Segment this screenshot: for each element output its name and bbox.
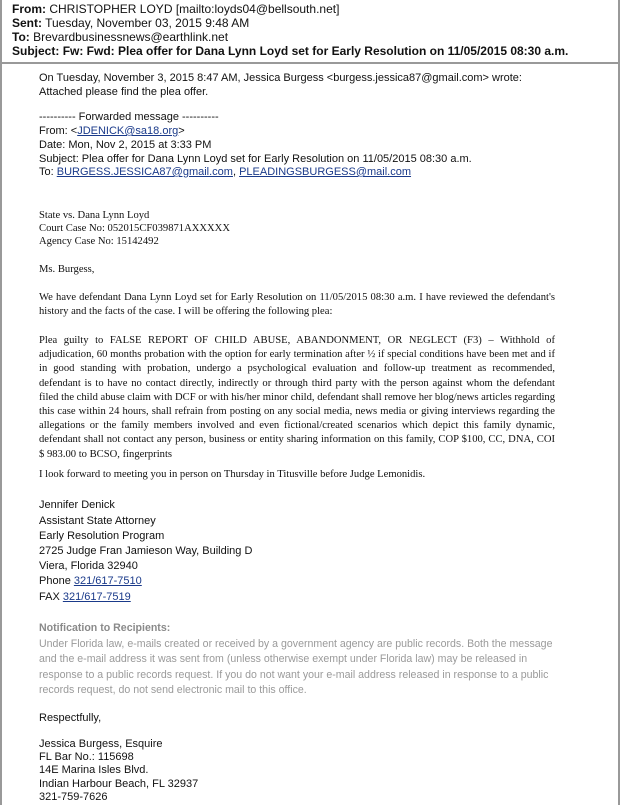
signature-title: Assistant State Attorney <box>39 515 156 527</box>
forward-date: Date: Mon, Nov 2, 2015 at 3:33 PM <box>39 139 212 151</box>
signature-street: 2725 Judge Fran Jamieson Way, Building D <box>39 545 253 557</box>
header-subject <box>12 44 568 58</box>
notification-body: Under Florida law, e-mails created or received by a government agency are public records. Both the message and the e-mail address it was sent from (unless otherwise exempt under Florida law) may be released in response to a public records request. If you do not want your e-mail address released in response to a public records request, do not send electronic mail to this office. <box>39 637 553 697</box>
paragraph-closing: I look forward to meeting you in person on Thursday in Titusville before Judge Lemonidis. <box>39 469 426 480</box>
forward-to <box>39 166 411 178</box>
sent-value: Tuesday, November 03, 2015 9:48 AM <box>45 16 250 30</box>
reply-on-line: On Tuesday, November 3, 2015 8:47 AM, Jessica Burgess <burgess.jessica87@gmail.com> wrote: <box>39 72 522 84</box>
forward-separator: ---------- Forwarded message ---------- <box>39 111 219 123</box>
forward-to-link-1[interactable]: BURGESS.JESSICA87@gmail.com <box>56 166 233 178</box>
forward-to-prefix: To: <box>39 166 57 178</box>
forward-from-suffix: > <box>178 125 185 137</box>
forward-from-prefix: From: < <box>39 125 78 137</box>
header-sent <box>12 16 249 30</box>
notification-block <box>39 621 569 699</box>
closing-street: 14E Marina Isles Blvd. <box>39 764 149 776</box>
subject-label: Subject: <box>12 44 60 58</box>
forward-from <box>39 125 185 137</box>
signature-name: Jennifer Denick <box>39 499 115 511</box>
signature-fax <box>39 591 131 603</box>
closing-city: Indian Harbour Beach, FL 32937 <box>39 778 199 790</box>
phone-link[interactable]: 321/617-7510 <box>73 575 142 587</box>
signature-phone <box>39 575 142 587</box>
sent-label: Sent: <box>12 16 42 30</box>
closing-phone: 321-759-7626 <box>39 791 108 803</box>
forward-from-link[interactable]: JDENICK@sa18.org <box>77 125 179 137</box>
closing-name: Jessica Burgess, Esquire <box>39 738 163 750</box>
subject-value: Fw: Fwd: Plea offer for Dana Lynn Loyd set for Early Resolution on 11/05/2015 08:30 a.m. <box>62 44 569 58</box>
forward-to-link-2[interactable]: PLEADINGSBURGESS@mail.com <box>239 166 412 178</box>
notification-title: Notification to Recipients: <box>39 622 171 634</box>
to-label: To: <box>12 30 30 44</box>
fax-label: FAX <box>39 591 63 603</box>
signature-program: Early Resolution Program <box>39 530 165 542</box>
agency-case-number: Agency Case No: 15142492 <box>39 236 159 247</box>
header-to <box>12 30 228 44</box>
from-value: CHRISTOPHER LOYD [mailto:loyds04@bellsouth.net] <box>49 2 340 16</box>
forward-subject: Subject: Plea offer for Dana Lynn Loyd set for Early Resolution on 11/05/2015 08:30 a.m. <box>39 153 472 165</box>
court-case-number: Court Case No: 052015CF039871AXXXXX <box>39 223 230 234</box>
email-header <box>0 0 620 64</box>
header-from <box>12 2 339 16</box>
page-border-left <box>0 0 2 805</box>
forward-to-sep: , <box>232 166 240 178</box>
from-label: From: <box>12 2 46 16</box>
closing-bar-number: FL Bar No.: 115698 <box>39 751 134 763</box>
to-value: Brevardbusinessnews@earthlink.net <box>33 30 229 44</box>
phone-label: Phone <box>39 575 74 587</box>
fax-link[interactable]: 321/617-7519 <box>62 591 131 603</box>
reply-attached: Attached please find the plea offer. <box>39 86 209 98</box>
closing-respectfully: Respectfully, <box>39 712 102 724</box>
case-title: State vs. Dana Lynn Loyd <box>39 210 150 221</box>
paragraph-intro: We have defendant Dana Lynn Loyd set for Early Resolution on 11/05/2015 08:30 a.m. I have reviewed the defendant's history and the facts of the case. I will be offering the following plea: <box>39 292 555 318</box>
paragraph-plea: Plea guilty to FALSE REPORT OF CHILD ABUSE, ABANDONMENT, OR NEGLECT (F3) – Withhold of adjudication, 60 months probation with the option for early termination after ½ if special conditions have been met and if in good standing with probation, undergo a psychological evaluation and follow-up treatment as recommended, defendant is to have no contact directly, indirectly or through third party with the person against whom the defendant filed the child abuse claim with DCF or with his/her minor child, defendant shall remove her blog/news articles regarding this case within 24 hours, shall refrain from posting on any social media, news media or giving interviews regarding the allegations or the family members involved and even fictional/created scenarios which depict this family dynamic, defendant shall not contact any person, business or entity sharing information on this family, COP $100, CC, DNA, COI $ 983.00 to BCSO, fingerprints <box>39 335 555 460</box>
salutation: Ms. Burgess, <box>39 264 95 275</box>
signature-city: Viera, Florida 32940 <box>39 560 138 572</box>
